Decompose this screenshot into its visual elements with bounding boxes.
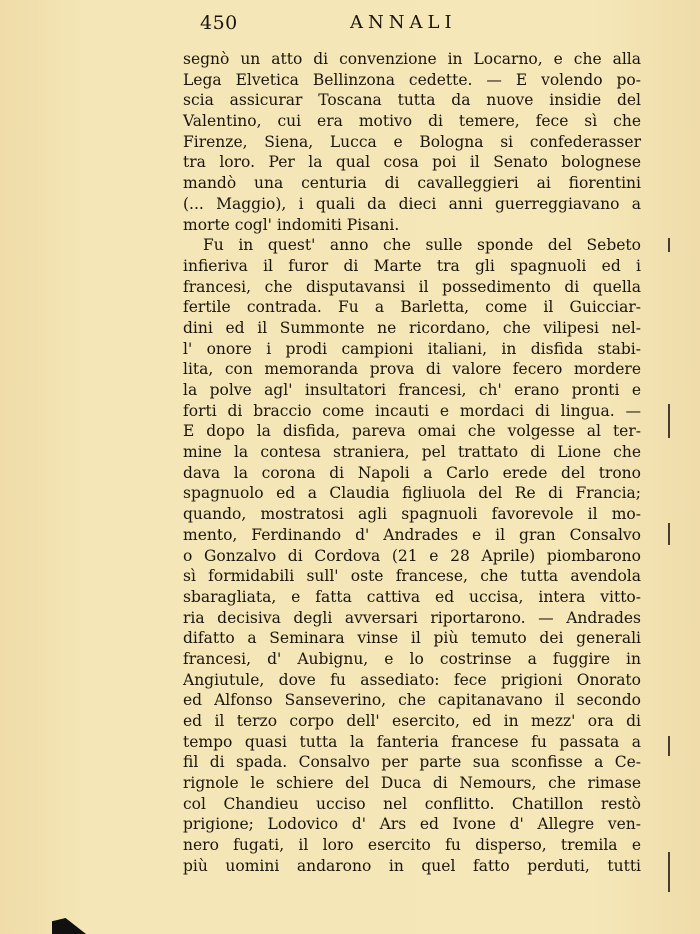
text-line: segnò un atto di convenzione in Locarno, e che alla (183, 50, 641, 68)
text-line: nero fugati, il loro esercito fu disperso, tremila e (183, 836, 641, 855)
text-line: mento, Ferdinando d' Andrades e il gran Consalvo (183, 525, 641, 544)
margin-mark (668, 736, 670, 756)
text-line: dava la corona di Napoli a Carlo erede del trono (183, 463, 641, 482)
text-line: più uomini andarono in quel fatto perduti, tutti (183, 856, 641, 875)
text-line: francesi, d' Aubignu, e lo costrinse a fuggire in (183, 649, 641, 668)
margin-mark (668, 523, 670, 545)
margin-mark (668, 238, 670, 252)
text-line: scia assicurar Toscana tutta da nuove insidie del (183, 91, 641, 110)
page-header (200, 12, 640, 36)
text-line: Fu in quest' anno che sulle sponde del Sebeto (203, 236, 641, 255)
text-line: Angiutule, dove fu assediato: fece prigioni Onorato (183, 670, 641, 689)
scan-corner-mark (52, 918, 86, 934)
text-line: ria decisiva degli avversari riportarono. — Andrades (183, 608, 641, 627)
text-line: tempo quasi tutta la fanteria francese fu passata a (183, 732, 641, 751)
text-line: mandò una centuria di cavalleggieri ai fiorentini (183, 174, 641, 193)
text-line: francesi, che disputavansi il possedimento di quella (183, 277, 641, 296)
text-line: ed Alfonso Sanseverino, che capitanavano il secondo (183, 691, 641, 710)
text-line: sbaragliata, e fatta cattiva ed uccisa, intera vitto- (183, 587, 641, 606)
text-line: dini ed il Summonte ne ricordano, che vilipesi nel- (183, 318, 641, 337)
text-line: l' onore i prodi campioni italiani, in disfida stabi- (183, 339, 641, 358)
margin-mark (668, 852, 670, 892)
text-line: morte cogl' indomiti Pisani. (183, 215, 400, 234)
text-line: tra loro. Per la qual cosa poi il Senato bolognese (183, 153, 641, 172)
text-line: lita, con memoranda prova di valore fecero mordere (183, 360, 641, 379)
text-line: Valentino, cui era motivo di temere, fece sì che (183, 112, 641, 131)
text-line: difatto a Seminara vinse il più temuto dei generali (183, 629, 641, 648)
text-line: fertile contrada. Fu a Barletta, come il Guicciar- (183, 298, 641, 317)
text-line: Firenze, Siena, Lucca e Bologna si confederasser (183, 132, 641, 151)
text-line: la polve agl' insultatori francesi, ch' erano pronti e (183, 381, 641, 399)
text-line: col Chandieu ucciso nel conflitto. Chatillon restò (183, 794, 641, 813)
text-line: prigione; Lodovico d' Ars ed Ivone d' Allegre ven- (183, 815, 641, 834)
text-line: spagnuolo ed a Claudia figliuola del Re di Francia; (183, 484, 641, 503)
text-line: ed il terzo corpo dell' esercito, ed in mezz' ora di (183, 712, 641, 730)
text-line: rignole le schiere del Duca di Nemours, che rimase (183, 774, 641, 793)
text-line: mine la contesa straniera, pel trattato di Lione che (183, 443, 641, 462)
text-line: Lega Elvetica Bellinzona cedette. — E volendo po- (183, 70, 641, 89)
text-line: (... Maggio), i quali da dieci anni guerreggiavano a (183, 194, 641, 213)
text-line: sì formidabili sull' oste francese, che tutta avendola (183, 567, 641, 586)
margin-mark (668, 404, 670, 438)
text-line: E dopo la disfida, pareva omai che volgesse al ter- (183, 422, 641, 441)
text-line: o Gonzalvo di Cordova (21 e 28 Aprile) piombarono (183, 546, 641, 565)
page-number: 450 (200, 12, 238, 34)
running-head: ANNALI (350, 12, 457, 33)
text-line: forti di braccio come incauti e mordaci di lingua. — (183, 401, 641, 420)
text-line: quando, mostratosi agli spagnuoli favorevole il mo- (183, 505, 641, 524)
text-line: fil di spada. Consalvo per parte sua sconfisse a Ce- (183, 753, 641, 772)
text-line: infieriva il furor di Marte tra gli spagnuoli ed i (183, 256, 641, 275)
body-text (183, 49, 641, 877)
